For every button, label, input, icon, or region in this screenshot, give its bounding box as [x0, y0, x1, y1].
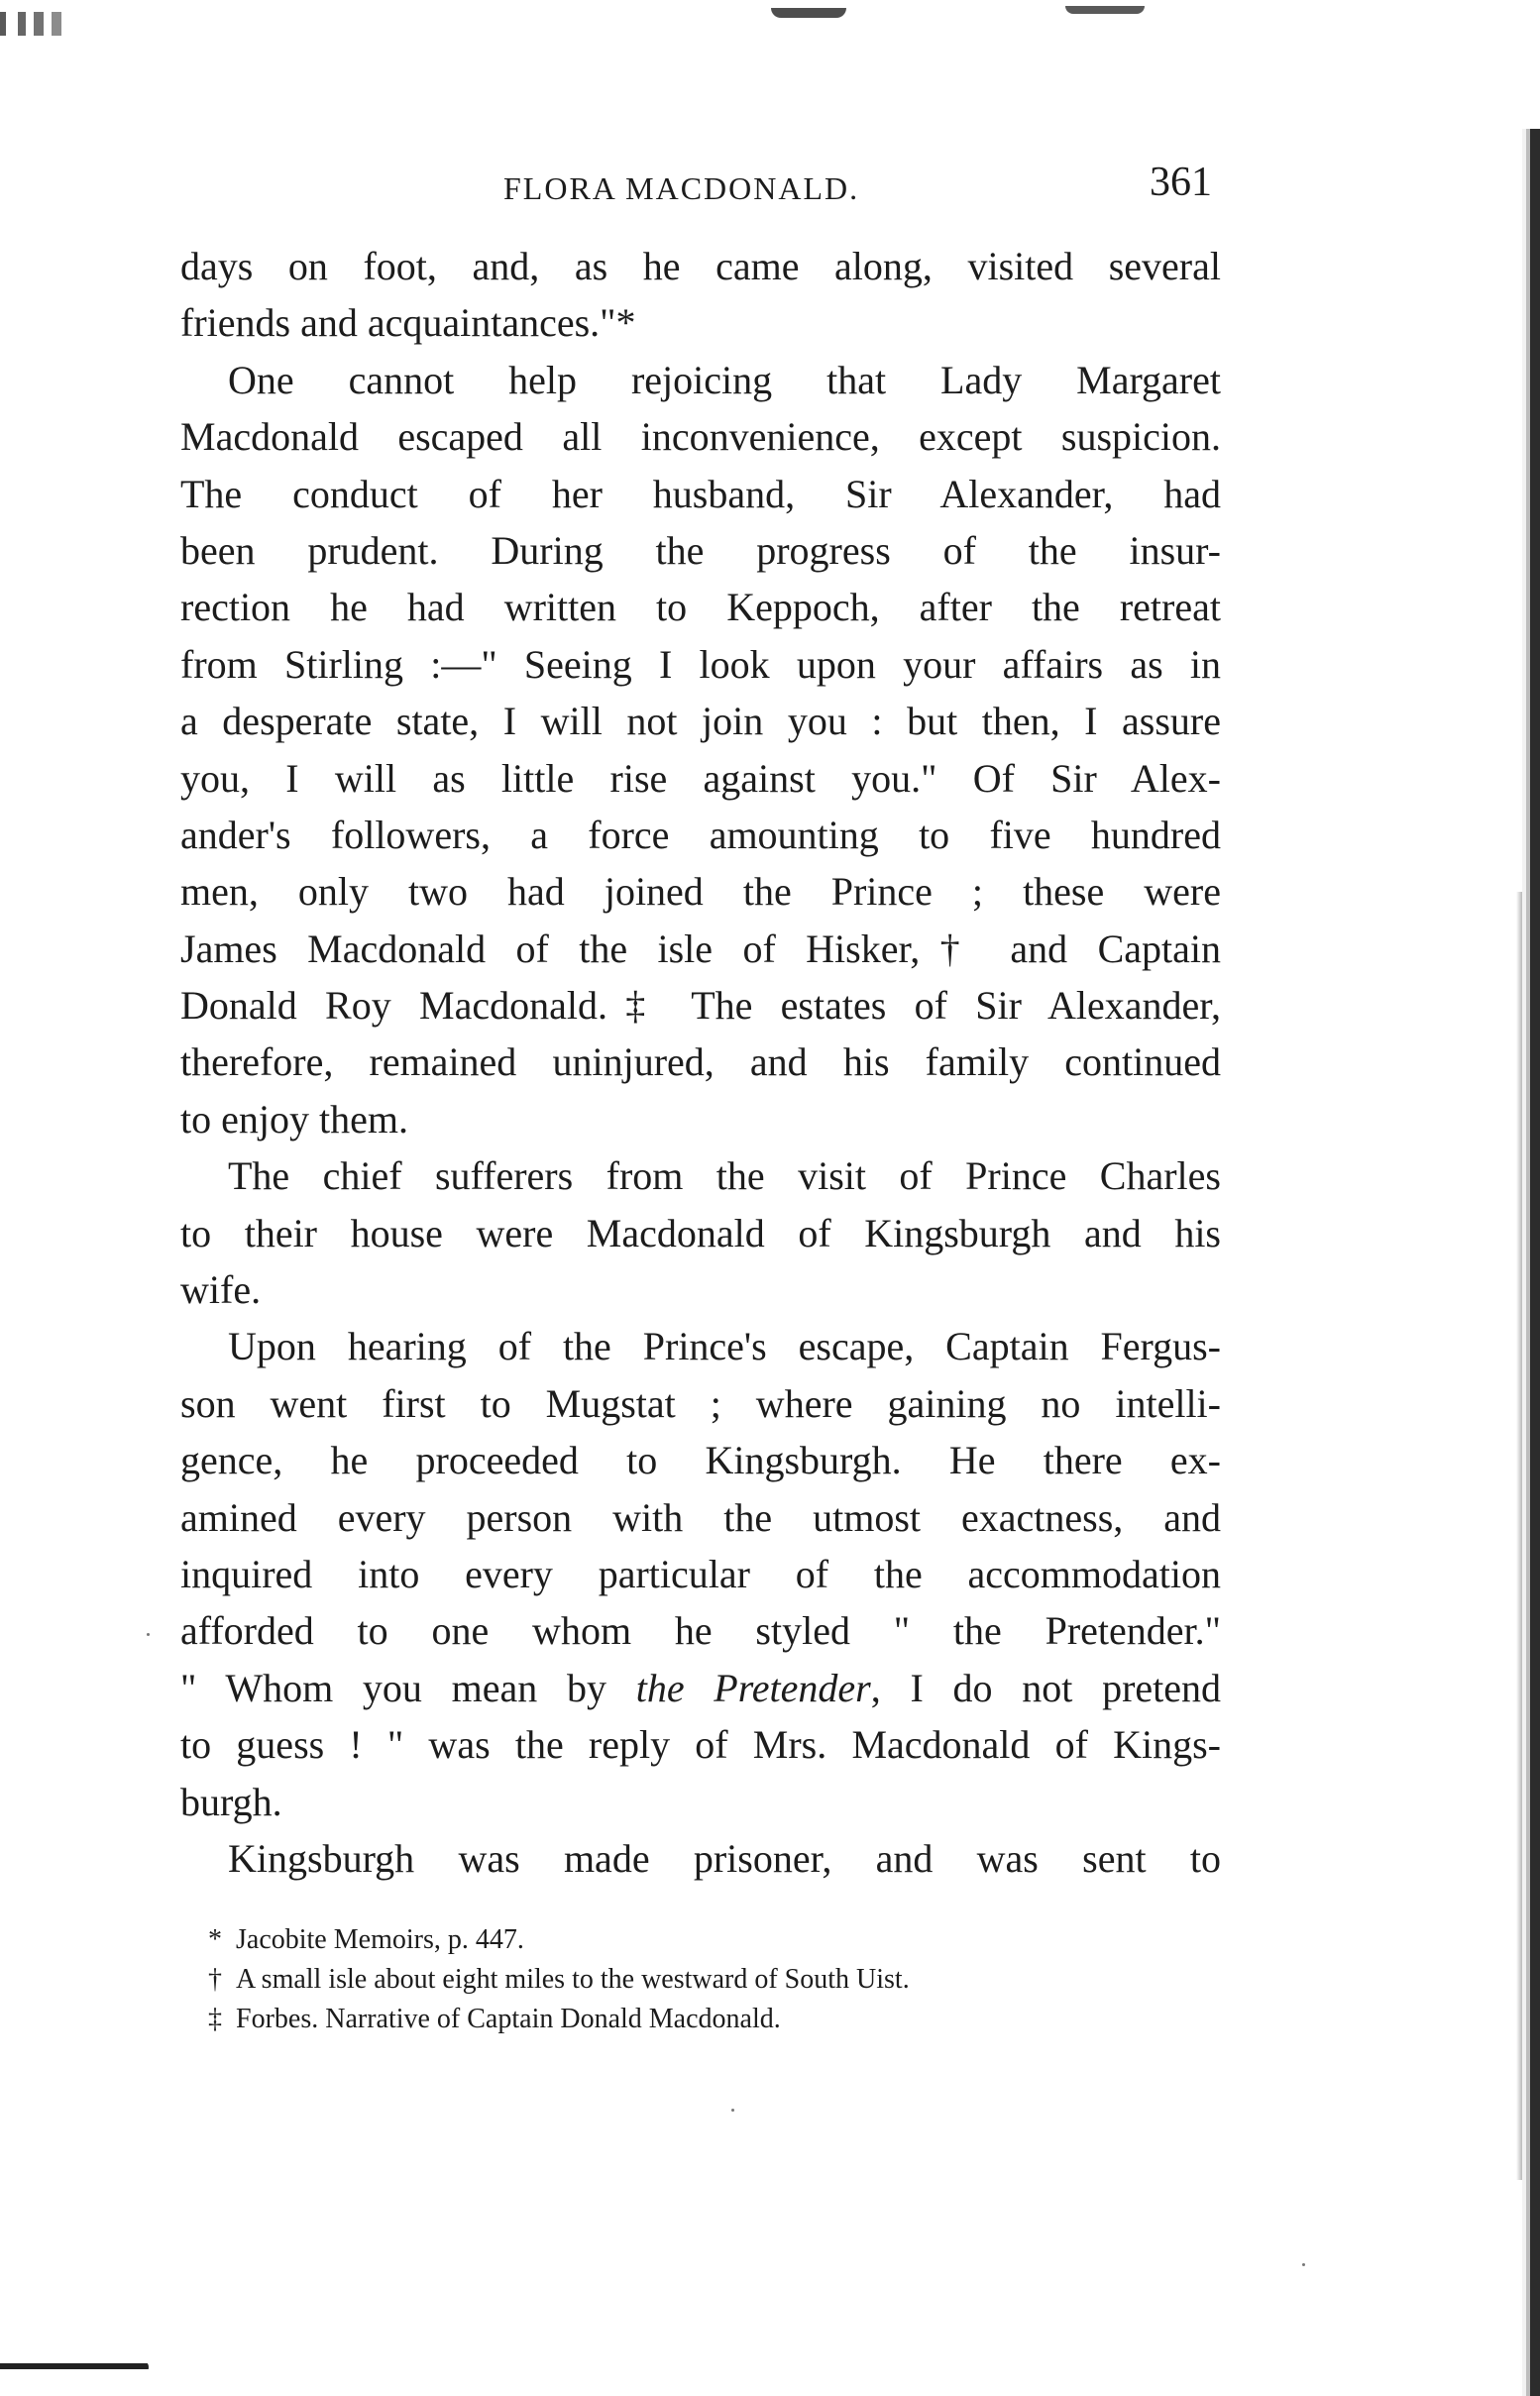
text-line: One cannot help rejoicing that Lady Margaret — [228, 357, 1221, 402]
scan-artifact-top-right — [1065, 6, 1145, 14]
text-line: to their house were Macdonald of Kingsburgh and his — [180, 1210, 1221, 1255]
footnote-text: A small isle about eight miles to the westward of South Uist. — [236, 1964, 910, 1995]
scan-artifact-top-left — [0, 12, 94, 36]
footnote-symbol: † — [208, 1964, 222, 1995]
page-number: 361 — [1150, 160, 1212, 205]
text-line: " Whom you mean by the Pretender, I do not pretend — [180, 1665, 1222, 1710]
speck — [147, 1633, 150, 1636]
text-line: friends and acquaintances."* — [180, 300, 636, 346]
text-line: Kingsburgh was made prisoner, and was sent to — [228, 1835, 1221, 1881]
text-line: gence, he proceeded to Kingsburgh. He there ex- — [180, 1438, 1221, 1483]
text-line: rection he had written to Keppoch, after the retreat — [180, 585, 1221, 630]
speck — [731, 2109, 734, 2112]
text-line: Donald Roy Macdonald.‡ The estates of Sir Alexander, — [180, 983, 1221, 1029]
text-line: to guess ! " was the reply of Mrs. Macdonald of Kings- — [180, 1722, 1221, 1768]
footnote-symbol: ‡ — [208, 2004, 222, 2034]
text-line: you, I will as little rise against you." Of Sir Alex- — [180, 755, 1221, 801]
footnote-text: Forbes. Narrative of Captain Donald Macdonald. — [236, 2004, 781, 2034]
text-line: wife. — [180, 1267, 262, 1313]
text-line: inquired into every particular of the accommodation — [180, 1551, 1221, 1596]
footnote — [208, 1920, 1199, 1960]
text-line: Upon hearing of the Prince's escape, Captain Fergus- — [228, 1324, 1221, 1369]
scan-artifact-bottom-left — [0, 2360, 149, 2374]
text-line: men, only two had joined the Prince ; these were — [180, 869, 1221, 915]
text-line: son went first to Mugstat ; where gaining no intelli- — [180, 1380, 1221, 1426]
text-line: days on foot, and, as he came along, visited several — [180, 244, 1221, 288]
text-line: from Stirling :—" Seeing I look upon your affairs as in — [180, 641, 1221, 687]
text-line: therefore, remained uninjured, and his family continued — [180, 1039, 1221, 1085]
text-line: James Macdonald of the isle of Hisker,† and Captain — [180, 926, 1221, 971]
text-line: The chief sufferers from the visit of Prince Charles — [228, 1153, 1221, 1199]
footnote-symbol: * — [208, 1924, 222, 1955]
scan-artifact-top-center — [771, 8, 846, 18]
text-line: afforded to one whom he styled " the Pretender." — [180, 1608, 1221, 1654]
text-line: ander's followers, a force amounting to five hundred — [180, 812, 1221, 857]
running-head: FLORA MACDONALD. — [503, 170, 860, 206]
footnote — [208, 2000, 1199, 2039]
footnotes — [208, 1920, 1199, 2039]
text-line: a desperate state, I will not join you : but then, I assure — [180, 699, 1221, 744]
text-line: to enjoy them. — [180, 1096, 408, 1142]
footnote — [208, 1960, 1199, 2000]
page-edge-gradient — [1516, 892, 1522, 2180]
text-line: been prudent. During the progress of the insur- — [180, 527, 1221, 573]
text-line: amined every person with the utmost exactness, and — [180, 1494, 1221, 1540]
text-line: burgh. — [180, 1779, 282, 1824]
text-line: Macdonald escaped all inconvenience, except suspicion. — [180, 414, 1221, 460]
body-text — [180, 238, 1221, 1887]
footnote-text: Jacobite Memoirs, p. 447. — [236, 1924, 524, 1955]
page-edge-shadow — [1522, 129, 1540, 2396]
speck — [1302, 2263, 1305, 2266]
text-line: The conduct of her husband, Sir Alexander, had — [180, 471, 1221, 516]
